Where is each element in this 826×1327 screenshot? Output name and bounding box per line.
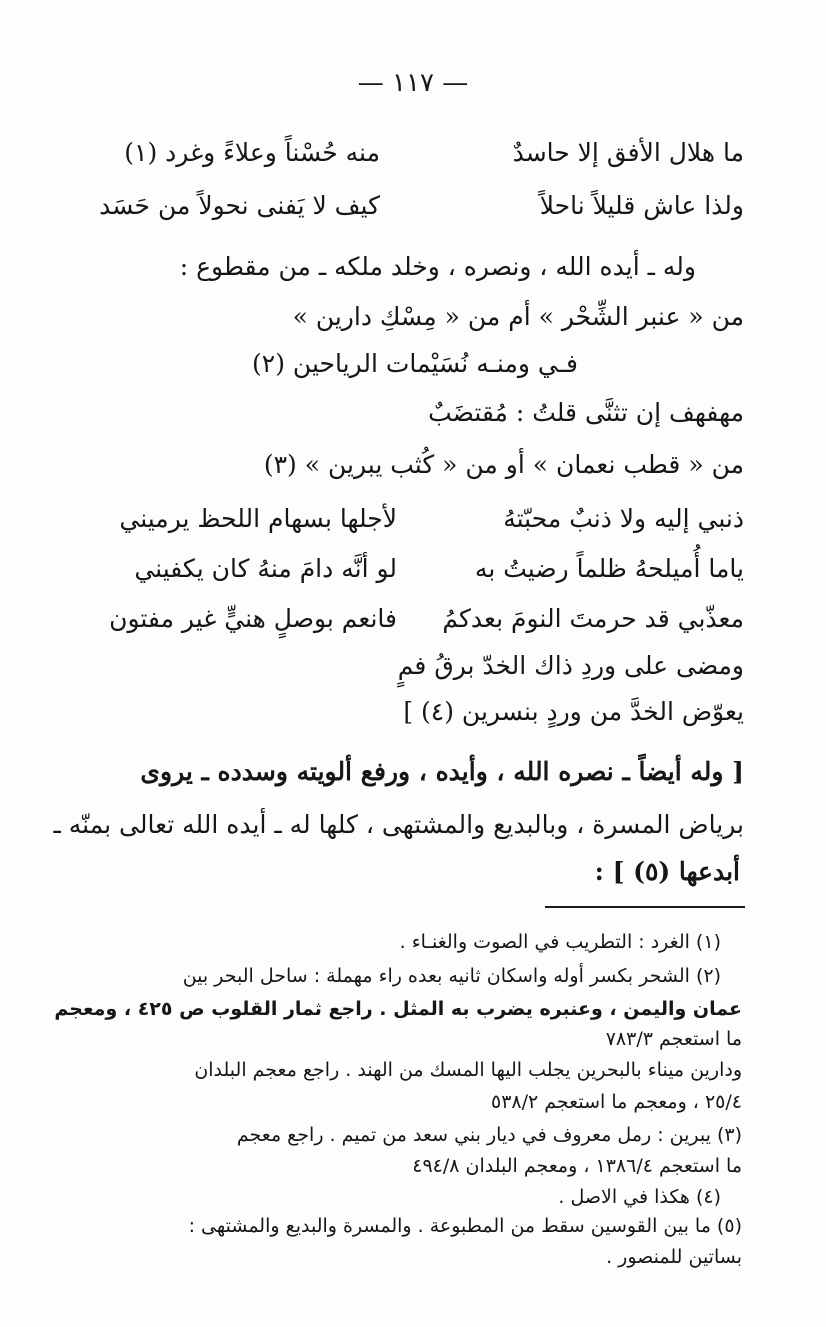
paragraph-line-1: [ وله أيضاً ـ نصره الله ، وأيده ، ورفع ألويته وسدده ـ يروى	[140, 757, 744, 786]
footnote-line-2: (٢) الشحر بكسر أوله واسكان ثانيه بعده راء مهملة : ساحل البحر بين	[182, 965, 721, 987]
paragraph-line-3: أبدعها (٥) ] :	[594, 857, 740, 886]
intro-line: وله ـ أيده الله ، ونصره ، وخلد ملكه ـ من مقطوع :	[179, 252, 696, 281]
muwashah-line-4: من « قطب نعمان » أو من « كُثب يبرين » (٣)	[263, 450, 744, 479]
verse-5-second-hemistich: فانعم بوصلٍ هنيٍّ غير مفتون	[109, 604, 397, 633]
muwashah-line-2: فـي ومنـه نُسَيْمات الرياحين (٢)	[252, 349, 578, 378]
muwashah-line-3: مهفهف إن تثنَّى قلتُ : مُقتضَبٌ	[428, 398, 744, 427]
footnote-line-7: (٣) يبرين : رمل معروف في ديار بني سعد من تميم . راجع معجم	[236, 1124, 742, 1146]
verse-1-first-hemistich: ما هلال الأفق إلا حاسدٌ	[512, 138, 744, 167]
paragraph-line-2: برياض المسرة ، وبالبديع والمشتهى ، كلها له ـ أيده الله تعالى بمنّه ـ	[53, 810, 744, 839]
footnote-line-8: ما استعجم ١٣٨٦/٤ ، ومعجم البلدان ٤٩٤/٨	[412, 1155, 742, 1177]
verse-1-second-hemistich: منه حُسْناً وعلاءً وغرد (١)	[124, 138, 380, 167]
verse-2-first-hemistich: ولذا عاش قليلاً ناحلاً	[539, 191, 744, 220]
footnote-separator	[545, 906, 745, 908]
verse-3-second-hemistich: لأجلها بسهام اللحظ يرميني	[119, 504, 397, 533]
verse-3-first-hemistich: ذنبي إليه ولا ذنبٌ محبّتهُ	[503, 504, 744, 533]
footnote-line-4: ما استعجم ٧٨٣/٣	[605, 1028, 742, 1050]
verse-7: يعوّض الخدَّ من وردٍ بنسرين (٤) ]	[403, 697, 744, 726]
verse-5-first-hemistich: معذّبي قد حرمتَ النومَ بعدكمُ	[442, 604, 744, 633]
footnote-line-3: عمان واليمن ، وعنبره يضرب به المثل . راجع ثمار القلوب ص ٤٢٥ ، ومعجم	[54, 998, 742, 1020]
footnote-line-6: ٢٥/٤ ، ومعجم ما استعجم ٥٣٨/٢	[491, 1091, 742, 1113]
footnote-line-5: ودارين ميناء بالبحرين يجلب اليها المسك من الهند . راجع معجم البلدان	[194, 1059, 742, 1081]
verse-4-second-hemistich: لو أنَّه دامَ منهُ كان يكفيني	[134, 554, 397, 583]
footnote-line-11: بساتين للمنصور .	[606, 1246, 742, 1268]
footnote-line-10: (٥) ما بين القوسين سقط من المطبوعة . والمسرة والبديع والمشتهى :	[188, 1215, 742, 1237]
verse-4-first-hemistich: ياما أُميلحهُ ظلماً رضيتُ به	[474, 554, 744, 583]
muwashah-line-1: من « عنبر الشِّحْر » أم من « مِسْكِ دارين »	[292, 302, 744, 331]
page-number: — ١١٧ —	[357, 68, 469, 98]
verse-6: ومضى على وردِ ذاك الخدّ برقُ فمٍ	[397, 651, 744, 680]
footnote-line-1: (١) الغرد : التطريب في الصوت والغنـاء .	[399, 931, 721, 953]
footnote-line-9: (٤) هكذا في الاصل .	[558, 1186, 721, 1208]
verse-2-second-hemistich: كيف لا يَفنى نحولاً من حَسَد	[99, 191, 380, 220]
